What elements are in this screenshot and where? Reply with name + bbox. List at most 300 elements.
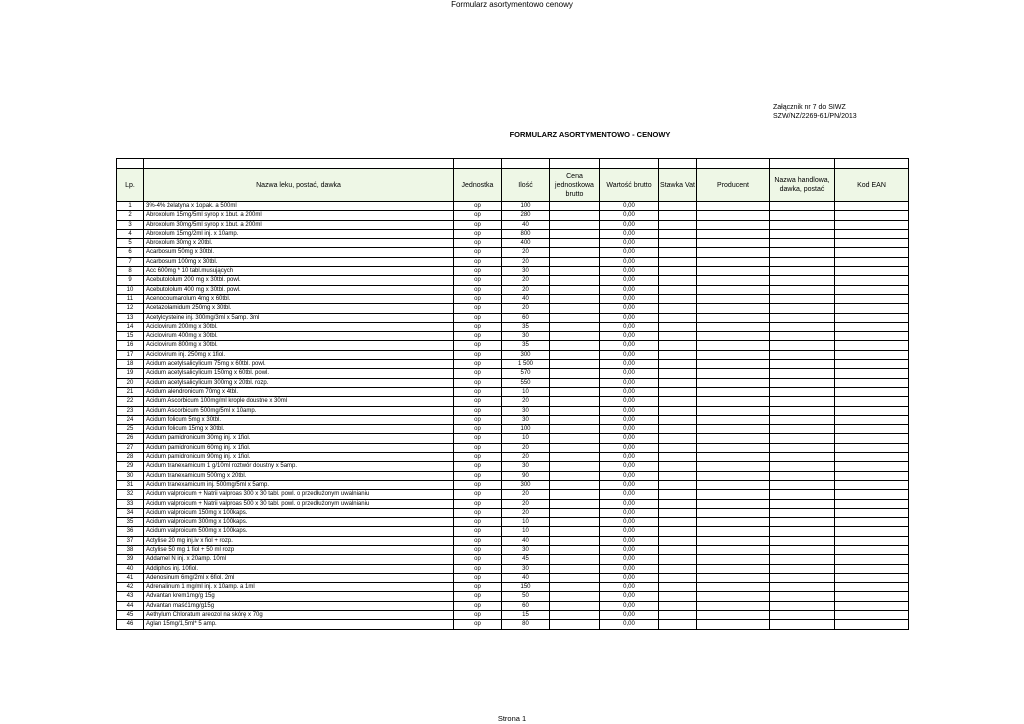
cell-vat[interactable]	[659, 267, 697, 276]
cell-producer[interactable]	[697, 350, 770, 359]
cell-unit: op	[454, 536, 502, 545]
cell-unit: op	[454, 229, 502, 238]
cell-producer[interactable]	[697, 620, 770, 629]
cell-ean[interactable]	[835, 545, 909, 554]
cell-unit-price[interactable]	[550, 518, 600, 527]
cell-producer[interactable]	[697, 360, 770, 369]
cell-unit-price[interactable]	[550, 462, 600, 471]
cell-unit-price[interactable]	[550, 220, 600, 229]
cell-vat[interactable]	[659, 592, 697, 601]
cell-vat[interactable]	[659, 350, 697, 359]
cell-vat[interactable]	[659, 369, 697, 378]
cell-producer[interactable]	[697, 443, 770, 452]
cell-producer[interactable]	[697, 611, 770, 620]
cell-name: Acidum Ascorbicum 500mg/5ml x 10amp.	[144, 406, 454, 415]
cell-producer[interactable]	[697, 415, 770, 424]
cell-trade-name[interactable]	[770, 211, 835, 220]
cell-ean[interactable]	[835, 294, 909, 303]
cell-producer[interactable]	[697, 471, 770, 480]
cell-unit-price[interactable]	[550, 387, 600, 396]
cell-ean[interactable]	[835, 471, 909, 480]
cell-unit-price[interactable]	[550, 239, 600, 248]
cell-unit-price[interactable]	[550, 322, 600, 331]
cell-producer[interactable]	[697, 341, 770, 350]
cell-ean[interactable]	[835, 564, 909, 573]
cell-unit: op	[454, 545, 502, 554]
cell-trade-name[interactable]	[770, 220, 835, 229]
cell-ean[interactable]	[835, 518, 909, 527]
cell-unit-price[interactable]	[550, 229, 600, 238]
cell-lp: 45	[117, 611, 144, 620]
cell-vat[interactable]	[659, 239, 697, 248]
table-row	[117, 267, 909, 276]
cell-unit-price[interactable]	[550, 369, 600, 378]
cell-gross-value: 0,00	[600, 611, 659, 620]
table-row	[117, 294, 909, 303]
cell-trade-name[interactable]	[770, 573, 835, 582]
cell-ean[interactable]	[835, 360, 909, 369]
cell-vat[interactable]	[659, 545, 697, 554]
cell-ean[interactable]	[835, 555, 909, 564]
cell-producer[interactable]	[697, 508, 770, 517]
cell-producer[interactable]	[697, 211, 770, 220]
cell-unit-price[interactable]	[550, 313, 600, 322]
cell-vat[interactable]	[659, 229, 697, 238]
cell-trade-name[interactable]	[770, 267, 835, 276]
cell-lp: 31	[117, 480, 144, 489]
cell-ean[interactable]	[835, 443, 909, 452]
cell-unit-price[interactable]	[550, 536, 600, 545]
cell-producer[interactable]	[697, 583, 770, 592]
cell-producer[interactable]	[697, 555, 770, 564]
cell-ean[interactable]	[835, 257, 909, 266]
cell-producer[interactable]	[697, 239, 770, 248]
cell-vat[interactable]	[659, 332, 697, 341]
cell-trade-name[interactable]	[770, 285, 835, 294]
cell-ean[interactable]	[835, 350, 909, 359]
cell-vat[interactable]	[659, 434, 697, 443]
cell-vat[interactable]	[659, 415, 697, 424]
cell-vat[interactable]	[659, 480, 697, 489]
cell-unit-price[interactable]	[550, 592, 600, 601]
cell-lp: 3	[117, 220, 144, 229]
cell-ean[interactable]	[835, 462, 909, 471]
cell-lp: 5	[117, 239, 144, 248]
cell-producer[interactable]	[697, 425, 770, 434]
cell-vat[interactable]	[659, 564, 697, 573]
cell-ean[interactable]	[835, 285, 909, 294]
cell-ean[interactable]	[835, 267, 909, 276]
cell-ean[interactable]	[835, 276, 909, 285]
cell-unit-price[interactable]	[550, 267, 600, 276]
cell-ean[interactable]	[835, 611, 909, 620]
table-row	[117, 480, 909, 489]
cell-ean[interactable]	[835, 508, 909, 517]
cell-producer[interactable]	[697, 601, 770, 610]
cell-unit-price[interactable]	[550, 378, 600, 387]
cell-trade-name[interactable]	[770, 313, 835, 322]
cell-producer[interactable]	[697, 276, 770, 285]
cell-trade-name[interactable]	[770, 276, 835, 285]
cell-unit: op	[454, 471, 502, 480]
cell-lp: 36	[117, 527, 144, 536]
cell-trade-name[interactable]	[770, 499, 835, 508]
table-row	[117, 378, 909, 387]
cell-trade-name[interactable]	[770, 453, 835, 462]
cell-ean[interactable]	[835, 304, 909, 313]
cell-producer[interactable]	[697, 229, 770, 238]
cell-vat[interactable]	[659, 387, 697, 396]
cell-unit-price[interactable]	[550, 490, 600, 499]
cell-producer[interactable]	[697, 490, 770, 499]
cell-producer[interactable]	[697, 248, 770, 257]
cell-gross-value: 0,00	[600, 527, 659, 536]
cell-unit-price[interactable]	[550, 434, 600, 443]
cell-unit-price[interactable]	[550, 620, 600, 629]
cell-vat[interactable]	[659, 536, 697, 545]
cell-producer[interactable]	[697, 499, 770, 508]
cell-gross-value: 0,00	[600, 211, 659, 220]
cell-producer[interactable]	[697, 285, 770, 294]
cell-producer[interactable]	[697, 294, 770, 303]
cell-ean[interactable]	[835, 332, 909, 341]
cell-producer[interactable]	[697, 220, 770, 229]
cell-lp: 44	[117, 601, 144, 610]
cell-name: Acidum pamidronicum 90mg inj. x 1fiol.	[144, 453, 454, 462]
cell-unit: op	[454, 202, 502, 211]
cell-ean[interactable]	[835, 397, 909, 406]
cell-qty: 20	[502, 397, 550, 406]
cell-trade-name[interactable]	[770, 443, 835, 452]
cell-unit-price[interactable]	[550, 211, 600, 220]
cell-trade-name[interactable]	[770, 536, 835, 545]
cell-unit-price[interactable]	[550, 350, 600, 359]
cell-gross-value: 0,00	[600, 406, 659, 415]
cell-unit-price[interactable]	[550, 573, 600, 582]
cell-vat[interactable]	[659, 322, 697, 331]
cell-producer[interactable]	[697, 257, 770, 266]
cell-vat[interactable]	[659, 508, 697, 517]
cell-qty: 1 500	[502, 360, 550, 369]
cell-gross-value: 0,00	[600, 583, 659, 592]
cell-ean[interactable]	[835, 592, 909, 601]
cell-unit-price[interactable]	[550, 583, 600, 592]
cell-unit-price[interactable]	[550, 332, 600, 341]
cell-name: Acidum alendronicum 70mg x 4tbl.	[144, 387, 454, 396]
cell-producer[interactable]	[697, 322, 770, 331]
cell-unit-price[interactable]	[550, 425, 600, 434]
cell-producer[interactable]	[697, 267, 770, 276]
cell-unit-price[interactable]	[550, 257, 600, 266]
cell-vat[interactable]	[659, 257, 697, 266]
cell-name: Acidum valproicum 300mg x 100kaps.	[144, 518, 454, 527]
cell-trade-name[interactable]	[770, 378, 835, 387]
table-row	[117, 453, 909, 462]
cell-producer[interactable]	[697, 480, 770, 489]
cell-ean[interactable]	[835, 583, 909, 592]
cell-ean[interactable]	[835, 480, 909, 489]
cell-trade-name[interactable]	[770, 601, 835, 610]
cell-trade-name[interactable]	[770, 369, 835, 378]
cell-vat[interactable]	[659, 313, 697, 322]
table-row	[117, 332, 909, 341]
cell-ean[interactable]	[835, 453, 909, 462]
cell-producer[interactable]	[697, 369, 770, 378]
cell-producer[interactable]	[697, 304, 770, 313]
cell-qty: 30	[502, 332, 550, 341]
cell-unit-price[interactable]	[550, 285, 600, 294]
cell-vat[interactable]	[659, 499, 697, 508]
cell-producer[interactable]	[697, 397, 770, 406]
cell-trade-name[interactable]	[770, 387, 835, 396]
cell-ean[interactable]	[835, 239, 909, 248]
cell-trade-name[interactable]	[770, 360, 835, 369]
cell-ean[interactable]	[835, 211, 909, 220]
cell-trade-name[interactable]	[770, 322, 835, 331]
cell-unit-price[interactable]	[550, 508, 600, 517]
cell-lp: 12	[117, 304, 144, 313]
cell-vat[interactable]	[659, 360, 697, 369]
cell-unit-price[interactable]	[550, 527, 600, 536]
cell-name: Abroxolum 30mg x 20tbl.	[144, 239, 454, 248]
cell-vat[interactable]	[659, 518, 697, 527]
cell-vat[interactable]	[659, 583, 697, 592]
cell-vat[interactable]	[659, 425, 697, 434]
cell-unit-price[interactable]	[550, 471, 600, 480]
cell-ean[interactable]	[835, 499, 909, 508]
cell-trade-name[interactable]	[770, 294, 835, 303]
cell-trade-name[interactable]	[770, 341, 835, 350]
cell-unit-price[interactable]	[550, 415, 600, 424]
cell-trade-name[interactable]	[770, 425, 835, 434]
cell-unit-price[interactable]	[550, 294, 600, 303]
cell-unit: op	[454, 462, 502, 471]
cell-unit: op	[454, 276, 502, 285]
cell-vat[interactable]	[659, 202, 697, 211]
cell-qty: 30	[502, 462, 550, 471]
cell-ean[interactable]	[835, 341, 909, 350]
table-row	[117, 611, 909, 620]
cell-producer[interactable]	[697, 453, 770, 462]
cell-trade-name[interactable]	[770, 508, 835, 517]
cell-unit-price[interactable]	[550, 406, 600, 415]
cell-qty: 10	[502, 434, 550, 443]
cell-trade-name[interactable]	[770, 202, 835, 211]
cell-trade-name[interactable]	[770, 611, 835, 620]
cell-unit: op	[454, 248, 502, 257]
cell-producer[interactable]	[697, 434, 770, 443]
cell-gross-value: 0,00	[600, 480, 659, 489]
cell-gross-value: 0,00	[600, 322, 659, 331]
cell-trade-name[interactable]	[770, 583, 835, 592]
cell-unit-price[interactable]	[550, 499, 600, 508]
cell-lp: 8	[117, 267, 144, 276]
cell-vat[interactable]	[659, 248, 697, 257]
cell-ean[interactable]	[835, 620, 909, 629]
cell-producer[interactable]	[697, 527, 770, 536]
cell-producer[interactable]	[697, 406, 770, 415]
cell-gross-value: 0,00	[600, 257, 659, 266]
cell-qty: 80	[502, 620, 550, 629]
cell-vat[interactable]	[659, 378, 697, 387]
cell-trade-name[interactable]	[770, 332, 835, 341]
cell-vat[interactable]	[659, 527, 697, 536]
cell-producer[interactable]	[697, 518, 770, 527]
cell-lp: 46	[117, 620, 144, 629]
cell-name: Acebutololum 200 mg x 30tbl. powl.	[144, 276, 454, 285]
cell-unit-price[interactable]	[550, 202, 600, 211]
cell-trade-name[interactable]	[770, 545, 835, 554]
cell-ean[interactable]	[835, 601, 909, 610]
cell-producer[interactable]	[697, 536, 770, 545]
cell-vat[interactable]	[659, 453, 697, 462]
cell-producer[interactable]	[697, 462, 770, 471]
price-form-table	[116, 158, 909, 630]
cell-vat[interactable]	[659, 304, 697, 313]
cell-lp: 13	[117, 313, 144, 322]
cell-ean[interactable]	[835, 536, 909, 545]
cell-name: Adrenalinum 1 mg/ml inj. x 10amp. a 1ml	[144, 583, 454, 592]
cell-trade-name[interactable]	[770, 620, 835, 629]
cell-ean[interactable]	[835, 313, 909, 322]
cell-producer[interactable]	[697, 573, 770, 582]
cell-vat[interactable]	[659, 601, 697, 610]
cell-ean[interactable]	[835, 248, 909, 257]
cell-unit-price[interactable]	[550, 480, 600, 489]
cell-unit-price[interactable]	[550, 397, 600, 406]
cell-lp: 35	[117, 518, 144, 527]
cell-unit: op	[454, 313, 502, 322]
cell-name: Acidum acetylsalicylicum 75mg x 60tbl. powl.	[144, 360, 454, 369]
cell-unit: op	[454, 257, 502, 266]
cell-unit-price[interactable]	[550, 611, 600, 620]
cell-producer[interactable]	[697, 592, 770, 601]
cell-gross-value: 0,00	[600, 387, 659, 396]
cell-unit-price[interactable]	[550, 341, 600, 350]
cell-ean[interactable]	[835, 425, 909, 434]
cell-producer[interactable]	[697, 313, 770, 322]
col-header-name: Nazwa leku, postać, dawka	[144, 169, 454, 202]
cell-unit-price[interactable]	[550, 601, 600, 610]
cell-trade-name[interactable]	[770, 471, 835, 480]
cell-unit-price[interactable]	[550, 545, 600, 554]
cell-ean[interactable]	[835, 369, 909, 378]
cell-unit-price[interactable]	[550, 453, 600, 462]
cell-vat[interactable]	[659, 471, 697, 480]
cell-producer[interactable]	[697, 332, 770, 341]
cell-ean[interactable]	[835, 490, 909, 499]
cell-qty: 20	[502, 453, 550, 462]
cell-ean[interactable]	[835, 322, 909, 331]
cell-trade-name[interactable]	[770, 490, 835, 499]
cell-producer[interactable]	[697, 378, 770, 387]
cell-trade-name[interactable]	[770, 555, 835, 564]
cell-vat[interactable]	[659, 406, 697, 415]
cell-name: Addamel N inj. x 20amp. 10ml	[144, 555, 454, 564]
cell-trade-name[interactable]	[770, 248, 835, 257]
cell-unit-price[interactable]	[550, 276, 600, 285]
cell-vat[interactable]	[659, 294, 697, 303]
cell-trade-name[interactable]	[770, 257, 835, 266]
cell-vat[interactable]	[659, 443, 697, 452]
cell-name: Aethylum Chloratum areozol na skórę x 70g	[144, 611, 454, 620]
cell-ean[interactable]	[835, 406, 909, 415]
cell-unit-price[interactable]	[550, 304, 600, 313]
cell-ean[interactable]	[835, 220, 909, 229]
cell-trade-name[interactable]	[770, 518, 835, 527]
cell-trade-name[interactable]	[770, 406, 835, 415]
cell-producer[interactable]	[697, 202, 770, 211]
cell-trade-name[interactable]	[770, 397, 835, 406]
cell-ean[interactable]	[835, 415, 909, 424]
cell-producer[interactable]	[697, 387, 770, 396]
cell-vat[interactable]	[659, 611, 697, 620]
cell-trade-name[interactable]	[770, 229, 835, 238]
cell-trade-name[interactable]	[770, 480, 835, 489]
cell-name: Acenocoumarolum 4mg x 60tbl.	[144, 294, 454, 303]
cell-gross-value: 0,00	[600, 397, 659, 406]
cell-ean[interactable]	[835, 434, 909, 443]
cell-vat[interactable]	[659, 276, 697, 285]
cell-ean[interactable]	[835, 378, 909, 387]
cell-trade-name[interactable]	[770, 462, 835, 471]
cell-trade-name[interactable]	[770, 527, 835, 536]
cell-ean[interactable]	[835, 573, 909, 582]
cell-unit-price[interactable]	[550, 564, 600, 573]
cell-ean[interactable]	[835, 387, 909, 396]
cell-ean[interactable]	[835, 202, 909, 211]
col-header-vat: Stawka Vat	[659, 169, 697, 202]
cell-vat[interactable]	[659, 220, 697, 229]
cell-vat[interactable]	[659, 285, 697, 294]
cell-vat[interactable]	[659, 620, 697, 629]
cell-lp: 19	[117, 369, 144, 378]
cell-ean[interactable]	[835, 229, 909, 238]
cell-trade-name[interactable]	[770, 350, 835, 359]
table-row	[117, 202, 909, 211]
cell-vat[interactable]	[659, 555, 697, 564]
col-header-trade-name: Nazwa handlowa, dawka, postać	[770, 169, 835, 202]
cell-unit-price[interactable]	[550, 248, 600, 257]
cell-trade-name[interactable]	[770, 434, 835, 443]
cell-name: Acidum Ascorbicum 100mg/ml krople doustne x 30ml	[144, 397, 454, 406]
cell-vat[interactable]	[659, 397, 697, 406]
cell-vat[interactable]	[659, 341, 697, 350]
cell-unit-price[interactable]	[550, 443, 600, 452]
cell-gross-value: 0,00	[600, 360, 659, 369]
cell-producer[interactable]	[697, 564, 770, 573]
cell-producer[interactable]	[697, 545, 770, 554]
cell-trade-name[interactable]	[770, 304, 835, 313]
cell-ean[interactable]	[835, 527, 909, 536]
cell-trade-name[interactable]	[770, 239, 835, 248]
cell-lp: 40	[117, 564, 144, 573]
cell-name: Advantan krem1mg/g 15g	[144, 592, 454, 601]
cell-lp: 43	[117, 592, 144, 601]
cell-vat[interactable]	[659, 573, 697, 582]
cell-unit-price[interactable]	[550, 555, 600, 564]
table-row	[117, 285, 909, 294]
cell-vat[interactable]	[659, 462, 697, 471]
cell-unit-price[interactable]	[550, 360, 600, 369]
cell-qty: 20	[502, 248, 550, 257]
cell-vat[interactable]	[659, 211, 697, 220]
table-row	[117, 573, 909, 582]
cell-trade-name[interactable]	[770, 564, 835, 573]
cell-trade-name[interactable]	[770, 592, 835, 601]
cell-vat[interactable]	[659, 490, 697, 499]
cell-trade-name[interactable]	[770, 415, 835, 424]
